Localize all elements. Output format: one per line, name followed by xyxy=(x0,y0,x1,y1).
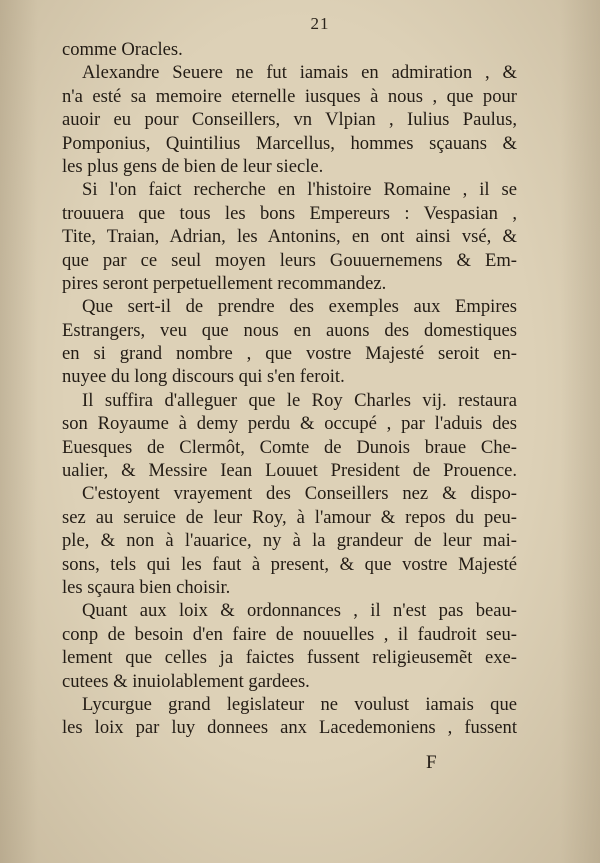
text-line: auoir eu pour Conseillers, vn Vlpian , Iulius Paulus, xyxy=(62,109,517,131)
text-line: ple, & non à l'auarice, ny à la grandeur de leur mai- xyxy=(62,530,517,552)
page-number: 21 xyxy=(310,14,330,33)
text-line: les plus gens de bien de leur siecle. xyxy=(62,155,324,177)
text-line: les sçaura bien choisir. xyxy=(62,576,231,598)
catchword: F xyxy=(426,752,437,773)
text-line: cutees & inuiolablement gardees. xyxy=(62,670,310,692)
text-line: Tite, Traian, Adrian, les Antonins, en ont ainsi vsé, & xyxy=(62,226,517,248)
text-line: conp de besoin d'en faire de nouuelles , il faudroit seu- xyxy=(62,623,517,645)
text-line: les loix par luy donnees anx Lacedemoniens , fussent xyxy=(62,717,517,739)
text-line: lement que celles ja faictes fussent religieusemẽt exe- xyxy=(62,647,517,669)
text-line: Si l'on faict recherche en l'histoire Romaine , il se xyxy=(82,179,517,201)
text-line: Estrangers, veu que nous en auons des domestiques xyxy=(62,319,517,341)
text-line: n'a esté sa memoire eternelle iusques à nous , que pour xyxy=(62,85,517,107)
text-line: sez au seruice de leur Roy, à l'amour & repos du peu- xyxy=(62,506,517,528)
text-line: ualier, & Messire Iean Louuet President de Prouence. xyxy=(62,460,517,482)
text-line: son Royaume à demy perdu & occupé , par l'aduis des xyxy=(62,413,517,435)
text-line: Il suffira d'alleguer que le Roy Charles vij. restaura xyxy=(82,389,517,411)
text-line: Euesques de Clermôt, Comte de Dunois braue Che- xyxy=(62,436,517,458)
text-line: pires seront perpetuellement recommandez. xyxy=(62,272,387,294)
text-line: Pomponius, Quintilius Marcellus, hommes sçauans & xyxy=(62,132,517,154)
body-text xyxy=(62,38,517,740)
text-line: Quant aux loix & ordonnances , il n'est pas beau- xyxy=(82,600,517,622)
text-line: trouuera que tous les bons Empereurs : Vespasian , xyxy=(62,202,517,224)
text-line: nuyee du long discours qui s'en feroit. xyxy=(62,366,345,388)
text-line: Lycurgue grand legislateur ne voulust iamais que xyxy=(82,693,517,715)
text-line: sons, tels qui les faut à present, & que vostre Majesté xyxy=(62,553,517,575)
text-line: que par ce seul moyen leurs Gouuernemens & Em- xyxy=(62,249,517,271)
text-line: comme Oracles. xyxy=(62,39,183,60)
text-line: Alexandre Seuere ne fut iamais en admiration , & xyxy=(82,62,517,84)
text-line: C'estoyent vrayement des Conseillers nez & dispo- xyxy=(82,483,517,505)
text-line: Que sert-il de prendre des exemples aux Empires xyxy=(82,296,517,318)
text-line: en si grand nombre , que vostre Majesté seroit en- xyxy=(62,343,517,365)
